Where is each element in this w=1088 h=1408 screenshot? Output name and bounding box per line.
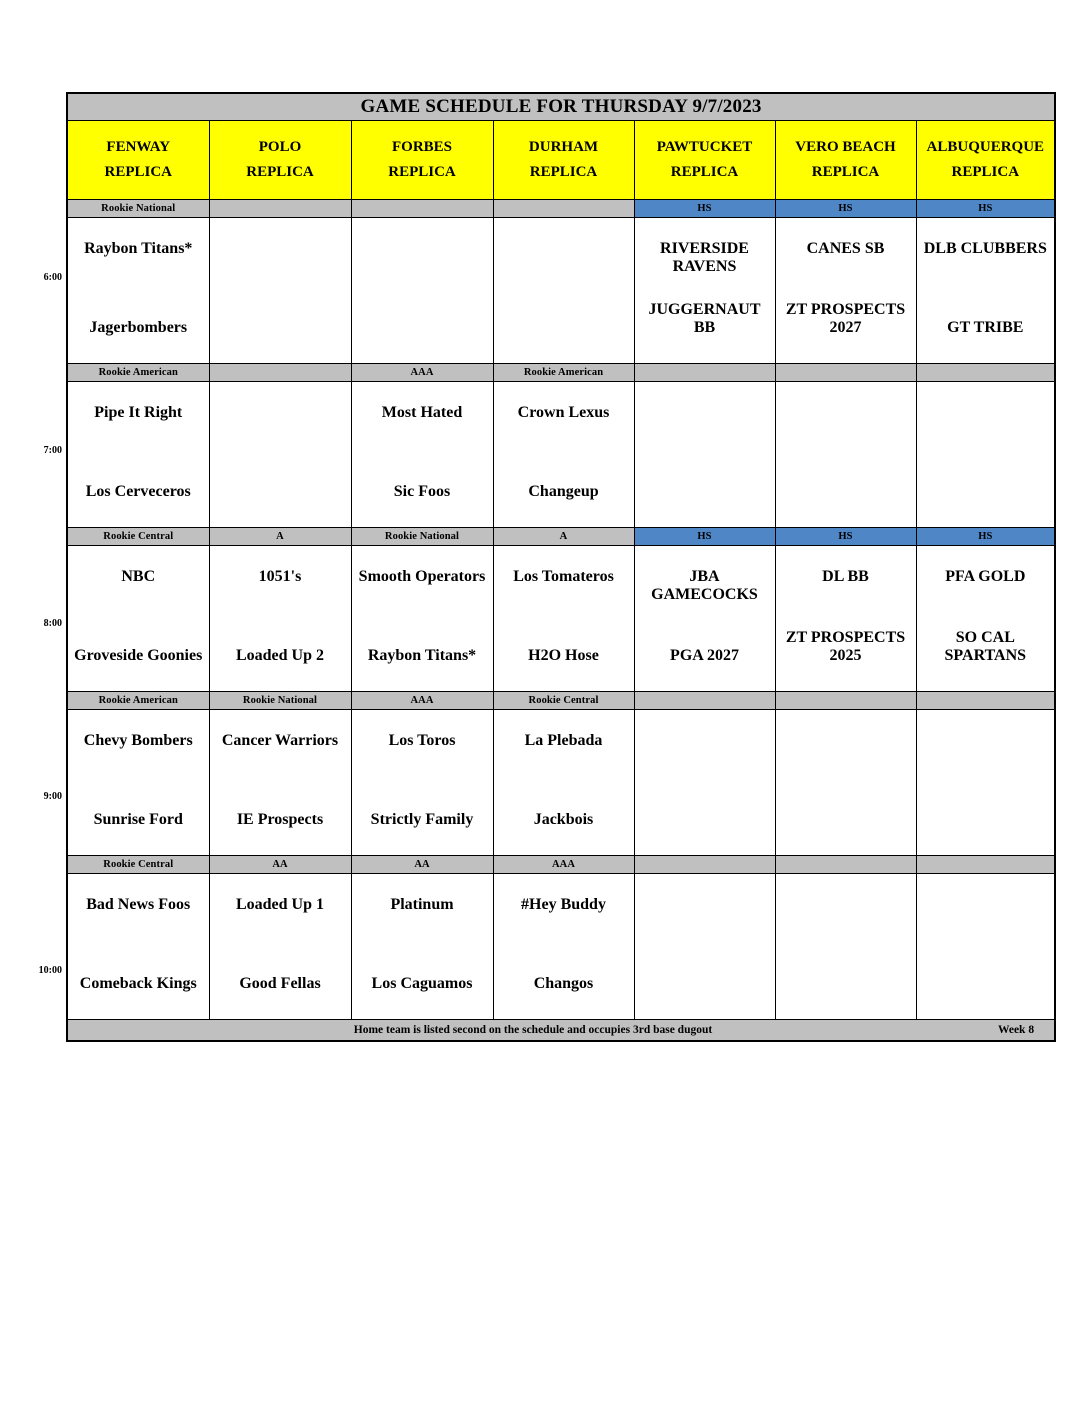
matchup-cell <box>634 382 775 528</box>
division-label <box>351 200 493 218</box>
division-label: AAA <box>351 692 493 710</box>
matchup-cell <box>351 382 493 528</box>
time-label-10: 10:00 <box>38 965 62 976</box>
home-team: Raybon Titans* <box>367 647 477 665</box>
field-header-polo <box>209 121 351 200</box>
division-label <box>209 364 351 382</box>
field-header-vero-beach <box>775 121 916 200</box>
division-label-hs: HS <box>775 528 916 546</box>
field-subtitle: REPLICA <box>670 164 739 180</box>
week-label: Week 8 <box>997 1024 1035 1036</box>
schedule-footer-row <box>67 1020 1055 1042</box>
home-team: Los Cerveceros <box>85 483 191 501</box>
matchup-cell <box>493 218 634 364</box>
footer-note: Home team is listed second on the schedule and occupies 3rd base dugout <box>353 1024 713 1036</box>
division-label <box>775 856 916 874</box>
away-team: Los Toros <box>388 732 456 749</box>
field-name: DURHAM <box>528 139 599 156</box>
home-team: Strictly Family <box>370 811 474 829</box>
division-label: Rookie Central <box>67 856 209 874</box>
division-label: Rookie National <box>351 528 493 546</box>
matchup-cell <box>209 710 351 856</box>
field-header-forbes <box>351 121 493 200</box>
away-team: DLB CLUBBERS <box>923 240 1047 257</box>
matchup-cell <box>775 710 916 856</box>
division-row <box>67 364 1055 382</box>
footer-cell <box>67 1020 1055 1042</box>
division-label: Rookie National <box>209 692 351 710</box>
matchup-cell <box>916 874 1055 1020</box>
home-team: GT TRIBE <box>947 319 1024 337</box>
field-header-durham <box>493 121 634 200</box>
matchup-cell <box>209 546 351 692</box>
home-team: Comeback Kings <box>79 975 197 993</box>
division-label: AAA <box>351 364 493 382</box>
home-team: H2O Hose <box>528 647 599 665</box>
away-team: DL BB <box>822 568 869 585</box>
matchup-cell <box>67 874 209 1020</box>
division-label: A <box>493 528 634 546</box>
away-team: 1051's <box>258 568 302 585</box>
field-name: ALBUQUERQUE <box>926 139 1045 156</box>
away-team: #Hey Buddy <box>521 896 606 913</box>
field-name: FENWAY <box>106 139 171 156</box>
away-team: NBC <box>121 568 156 585</box>
away-team: PFA GOLD <box>945 568 1026 585</box>
time-label-6: 6:00 <box>43 272 62 283</box>
division-label-hs: HS <box>634 528 775 546</box>
home-team: ZT PROSPECTS 2025 <box>785 629 906 665</box>
field-name: VERO BEACH <box>795 139 896 156</box>
division-label <box>775 692 916 710</box>
home-team: Loaded Up 2 <box>235 647 325 665</box>
home-team: JUGGERNAUT BB <box>648 301 761 337</box>
matchup-cell <box>634 546 775 692</box>
matchup-cell <box>351 546 493 692</box>
matchup-cell <box>67 710 209 856</box>
division-row <box>67 692 1055 710</box>
away-team: La Plebada <box>524 732 603 749</box>
matchup-cell <box>209 218 351 364</box>
home-team: Good Fellas <box>239 975 321 993</box>
home-team: Changeup <box>528 483 599 501</box>
matchup-cell <box>634 710 775 856</box>
home-team: Sunrise Ford <box>93 811 183 829</box>
away-team: JBA GAMECOCKS <box>651 568 758 603</box>
away-team: Crown Lexus <box>517 404 610 421</box>
division-label: Rookie Central <box>67 528 209 546</box>
division-label: AAA <box>493 856 634 874</box>
time-label-7: 7:00 <box>43 445 62 456</box>
division-label: AA <box>209 856 351 874</box>
away-team: Most Hated <box>381 404 463 421</box>
matchup-cell <box>916 710 1055 856</box>
away-team: Cancer Warriors <box>221 732 339 749</box>
field-header-row <box>67 121 1055 200</box>
away-team: CANES SB <box>806 240 885 257</box>
away-team: Loaded Up 1 <box>235 896 325 913</box>
division-label <box>209 200 351 218</box>
division-row <box>67 856 1055 874</box>
division-label: AA <box>351 856 493 874</box>
matchup-cell <box>775 218 916 364</box>
matchup-cell <box>67 546 209 692</box>
field-subtitle: REPLICA <box>388 164 456 180</box>
division-label <box>916 364 1055 382</box>
away-team: Pipe It Right <box>94 404 183 421</box>
game-row <box>67 874 1055 1020</box>
matchup-cell <box>209 382 351 528</box>
field-subtitle: REPLICA <box>104 164 172 180</box>
matchup-cell <box>67 218 209 364</box>
field-name: PAWTUCKET <box>656 139 753 156</box>
home-team: Groveside Goonies <box>74 647 203 665</box>
matchup-cell <box>775 382 916 528</box>
matchup-cell <box>493 710 634 856</box>
matchup-cell <box>916 218 1055 364</box>
away-team: Raybon Titans* <box>84 240 193 257</box>
matchup-cell <box>209 874 351 1020</box>
time-label-8: 8:00 <box>43 618 62 629</box>
home-team: Jackbois <box>533 811 594 829</box>
matchup-cell <box>67 382 209 528</box>
division-label <box>634 856 775 874</box>
time-label-9: 9:00 <box>43 791 62 802</box>
home-team: Jagerbombers <box>89 319 188 337</box>
game-row <box>67 546 1055 692</box>
schedule-sheet <box>66 92 1054 1042</box>
division-label-hs: HS <box>916 200 1055 218</box>
division-label-hs: HS <box>775 200 916 218</box>
field-header-pawtucket <box>634 121 775 200</box>
schedule-title-row <box>67 93 1055 121</box>
game-row <box>67 710 1055 856</box>
page-title: GAME SCHEDULE FOR THURSDAY 9/7/2023 <box>67 93 1055 121</box>
away-team: Smooth Operators <box>358 568 486 585</box>
field-subtitle: REPLICA <box>246 164 314 180</box>
home-team: Los Caguamos <box>371 975 473 993</box>
matchup-cell <box>916 546 1055 692</box>
away-team: Platinum <box>390 896 454 913</box>
field-subtitle: REPLICA <box>529 164 598 180</box>
matchup-cell <box>351 218 493 364</box>
division-label-hs: HS <box>634 200 775 218</box>
matchup-cell <box>775 874 916 1020</box>
game-schedule-table <box>66 92 1056 1042</box>
home-team: IE Prospects <box>236 811 324 829</box>
field-header-albuquerque <box>916 121 1055 200</box>
game-row <box>67 218 1055 364</box>
field-subtitle: REPLICA <box>811 164 880 180</box>
division-row <box>67 200 1055 218</box>
division-label-hs: HS <box>916 528 1055 546</box>
matchup-cell <box>916 382 1055 528</box>
away-team: Bad News Foos <box>86 896 191 913</box>
matchup-cell <box>493 874 634 1020</box>
division-label: A <box>209 528 351 546</box>
home-team: Changos <box>533 975 594 993</box>
away-team: Chevy Bombers <box>83 732 193 749</box>
division-label <box>634 364 775 382</box>
away-team: Los Tomateros <box>513 568 614 585</box>
matchup-cell <box>775 546 916 692</box>
division-row <box>67 528 1055 546</box>
home-team: SO CAL SPARTANS <box>944 629 1027 665</box>
division-label: Rookie American <box>493 364 634 382</box>
field-name: FORBES <box>391 139 452 156</box>
field-name: POLO <box>258 139 302 156</box>
matchup-cell <box>351 710 493 856</box>
matchup-cell <box>634 218 775 364</box>
away-team: RIVERSIDE RAVENS <box>660 240 749 275</box>
game-row <box>67 382 1055 528</box>
division-label <box>634 692 775 710</box>
home-team: PGA 2027 <box>670 647 739 665</box>
division-label <box>775 364 916 382</box>
field-subtitle: REPLICA <box>951 164 1020 180</box>
home-team: ZT PROSPECTS 2027 <box>785 301 906 337</box>
field-header-fenway <box>67 121 209 200</box>
division-label: Rookie American <box>67 364 209 382</box>
matchup-cell <box>351 874 493 1020</box>
matchup-cell <box>493 546 634 692</box>
division-label: Rookie American <box>67 692 209 710</box>
division-label: Rookie National <box>67 200 209 218</box>
matchup-cell <box>493 382 634 528</box>
division-label <box>916 692 1055 710</box>
division-label: Rookie Central <box>493 692 634 710</box>
division-label <box>493 200 634 218</box>
home-team: Sic Foos <box>393 483 451 501</box>
division-label <box>916 856 1055 874</box>
matchup-cell <box>634 874 775 1020</box>
